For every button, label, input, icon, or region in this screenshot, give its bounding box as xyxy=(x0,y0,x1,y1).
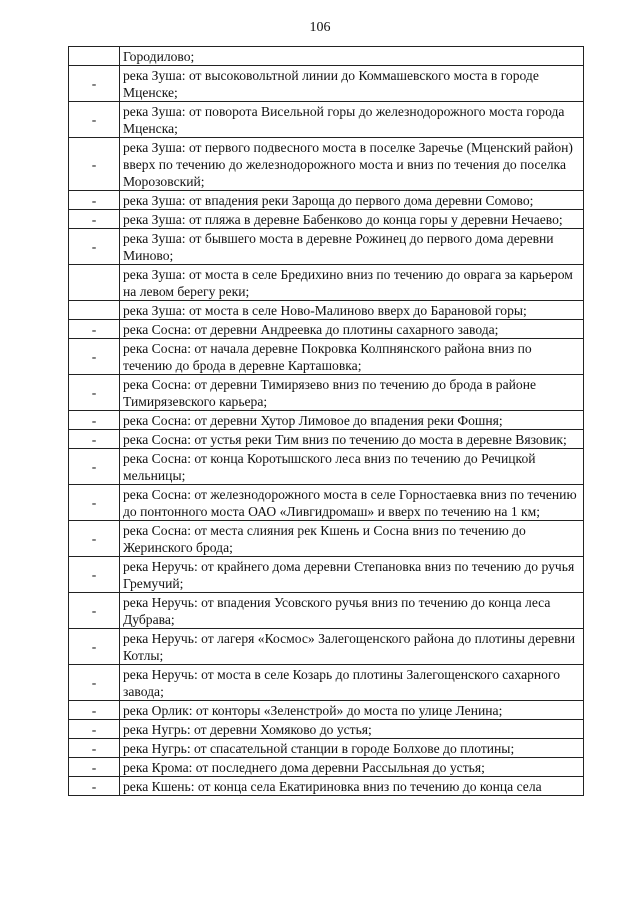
table-row xyxy=(69,138,584,191)
row-text: река Сосна: от деревни Тимирязево вниз по течению до брода в районе Тимирязевского карьера; xyxy=(120,375,584,411)
row-text: река Нугрь: от деревни Хомяково до устья; xyxy=(120,720,584,739)
row-marker: - xyxy=(69,701,120,720)
row-marker: - xyxy=(69,449,120,485)
table-row xyxy=(69,191,584,210)
row-text: река Сосна: от деревни Хутор Лимовое до впадения реки Фошня; xyxy=(120,411,584,430)
table-row xyxy=(69,210,584,229)
table-row xyxy=(69,449,584,485)
row-text: река Зуша: от бывшего моста в деревне Рожинец до первого дома деревни Миново; xyxy=(120,229,584,265)
table-row xyxy=(69,593,584,629)
row-text: река Зуша: от первого подвесного моста в поселке Заречье (Мценский район) вверх по течению до железнодорожного моста и вниз по течения до поселка Морозовский; xyxy=(120,138,584,191)
row-marker: - xyxy=(69,339,120,375)
table-row xyxy=(69,411,584,430)
row-marker xyxy=(69,301,120,320)
row-marker: - xyxy=(69,138,120,191)
table-row xyxy=(69,485,584,521)
table-row xyxy=(69,665,584,701)
row-text: река Сосна: от начала деревне Покровка Колпнянского района вниз по течению до брода в деревне Карташовка; xyxy=(120,339,584,375)
row-marker: - xyxy=(69,320,120,339)
row-text: река Сосна: от железнодорожного моста в селе Горностаевка вниз по течению до понтонного моста ОАО «Ливгидромаш» и вверх по течению на 1 км; xyxy=(120,485,584,521)
row-text: река Сосна: от деревни Андреевка до плотины сахарного завода; xyxy=(120,320,584,339)
row-marker xyxy=(69,47,120,66)
table-body xyxy=(69,47,584,796)
row-text: река Зуша: от впадения реки Зароща до первого дома деревни Сомово; xyxy=(120,191,584,210)
table-row xyxy=(69,701,584,720)
row-text: река Неручь: от крайнего дома деревни Степановка вниз по течению до ручья Гремучий; xyxy=(120,557,584,593)
table-row xyxy=(69,229,584,265)
table-row xyxy=(69,102,584,138)
row-text: река Сосна: от места слияния рек Кшень и Сосна вниз по течению до Жеринского брода; xyxy=(120,521,584,557)
row-marker: - xyxy=(69,210,120,229)
row-text: река Сосна: от конца Коротышского леса вниз по течению до Речицкой мельницы; xyxy=(120,449,584,485)
row-marker: - xyxy=(69,485,120,521)
row-text: река Зуша: от моста в селе Ново-Малиново вверх до Барановой горы; xyxy=(120,301,584,320)
row-marker: - xyxy=(69,191,120,210)
row-marker: - xyxy=(69,557,120,593)
row-marker: - xyxy=(69,758,120,777)
row-marker: - xyxy=(69,739,120,758)
table-row xyxy=(69,265,584,301)
row-text: река Неручь: от впадения Усовского ручья вниз по течению до конца леса Дубрава; xyxy=(120,593,584,629)
row-marker xyxy=(69,265,120,301)
table-row xyxy=(69,301,584,320)
table-row xyxy=(69,720,584,739)
row-marker: - xyxy=(69,411,120,430)
table-row xyxy=(69,739,584,758)
row-marker: - xyxy=(69,66,120,102)
row-text: река Крома: от последнего дома деревни Рассыльная до устья; xyxy=(120,758,584,777)
table-row xyxy=(69,375,584,411)
row-marker: - xyxy=(69,629,120,665)
row-marker: - xyxy=(69,593,120,629)
table-row xyxy=(69,758,584,777)
row-text: река Зуша: от моста в селе Бредихино вниз по течению до оврага за карьером на левом берегу реки; xyxy=(120,265,584,301)
row-marker: - xyxy=(69,102,120,138)
table-row xyxy=(69,66,584,102)
row-marker: - xyxy=(69,720,120,739)
row-marker: - xyxy=(69,521,120,557)
row-text: река Неручь: от лагеря «Космос» Залегощенского района до плотины деревни Котлы; xyxy=(120,629,584,665)
row-text: река Неручь: от моста в селе Козарь до плотины Залегощенского сахарного завода; xyxy=(120,665,584,701)
table-row xyxy=(69,339,584,375)
page-number: 106 xyxy=(309,20,331,35)
row-text: река Зуша: от поворота Висельной горы до железнодорожного моста города Мценска; xyxy=(120,102,584,138)
table-row xyxy=(69,777,584,796)
table-row xyxy=(69,430,584,449)
row-marker: - xyxy=(69,229,120,265)
row-text: Городилово; xyxy=(120,47,584,66)
row-marker: - xyxy=(69,777,120,796)
document-table xyxy=(68,46,584,796)
table-row xyxy=(69,47,584,66)
table-row xyxy=(69,629,584,665)
row-text: река Кшень: от конца села Екатириновка вниз по течению до конца села xyxy=(120,777,584,796)
row-marker: - xyxy=(69,430,120,449)
table-row xyxy=(69,320,584,339)
table-row xyxy=(69,521,584,557)
row-text: река Сосна: от устья реки Тим вниз по течению до моста в деревне Вязовик; xyxy=(120,430,584,449)
row-text: река Зуша: от пляжа в деревне Бабенково до конца горы у деревни Нечаево; xyxy=(120,210,584,229)
table-row xyxy=(69,557,584,593)
row-text: река Нугрь: от спасательной станции в городе Болхове до плотины; xyxy=(120,739,584,758)
row-text: река Орлик: от конторы «Зеленстрой» до моста по улице Ленина; xyxy=(120,701,584,720)
row-marker: - xyxy=(69,375,120,411)
row-marker: - xyxy=(69,665,120,701)
row-text: река Зуша: от высоковольтной линии до Коммашевского моста в городе Мценске; xyxy=(120,66,584,102)
